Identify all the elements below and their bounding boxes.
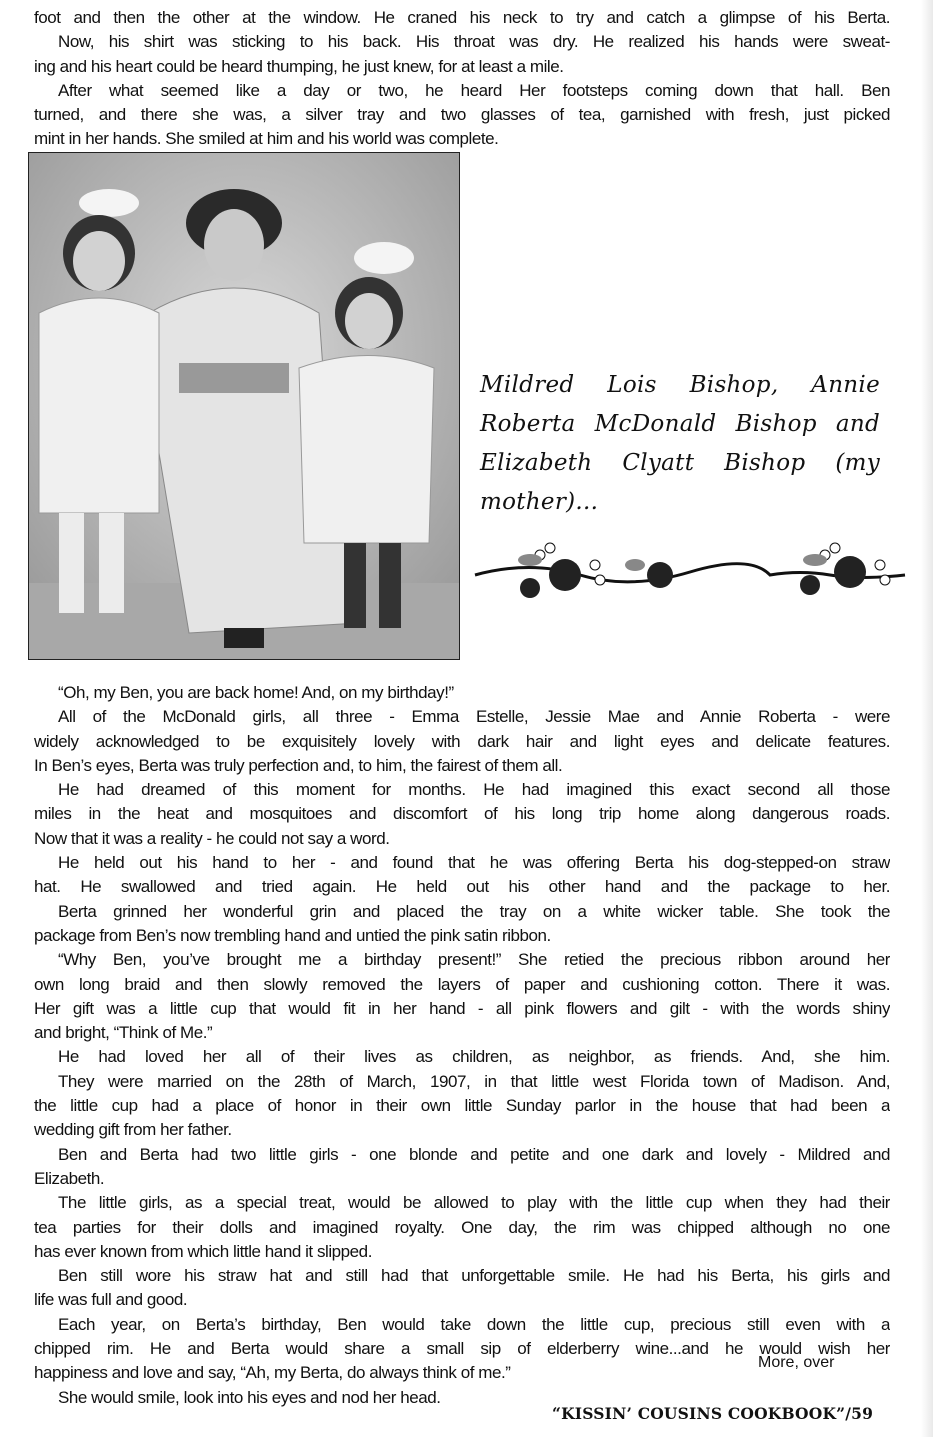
page-footer: “KISSIN’ COUSINS COOKBOOK”/59 (552, 1404, 874, 1423)
text-line: miles in the heat and mosquitoes and discomfort of his long trip home along dangerous roads. (34, 804, 890, 824)
text-line: tea parties for their dolls and imagined royalty. One day, the rim was chipped although no one (34, 1217, 890, 1237)
text-line: The little girls, as a special treat, would be allowed to play with the little cup when they had their (58, 1193, 890, 1213)
text-line: the little cup had a place of honor in their own little Sunday parlor in the house that had been a (34, 1096, 890, 1116)
text-line: has ever known from which little hand it slipped. (34, 1241, 372, 1261)
text-line: She would smile, look into his eyes and nod her head. (58, 1387, 441, 1407)
text-line: turned, and there she was, a silver tray and two glasses of tea, garnished with fresh, just picked (34, 105, 890, 125)
body-paragraphs (34, 681, 890, 1410)
caption-line: mother)... (480, 489, 599, 515)
text-line: Now that it was a reality - he could not say a word. (34, 828, 390, 848)
text-line: mint in her hands. She smiled at him and his world was complete. (34, 129, 499, 149)
text-line: Berta grinned her wonderful grin and placed the tray on a white wicker table. She took the (58, 901, 890, 921)
text-line: ing and his heart could be heard thumping, he just knew, for at least a mile. (34, 56, 564, 76)
text-line: Each year, on Berta’s birthday, Ben would take down the little cup, precious still even with a (58, 1314, 890, 1334)
text-line: Elizabeth. (34, 1168, 105, 1188)
page-edge (921, 0, 933, 1437)
caption-line: Elizabeth Clyatt Bishop (my (480, 450, 880, 476)
text-line: In Ben’s eyes, Berta was truly perfection and, to him, the fairest of them all. (34, 755, 563, 775)
text-line: After what seemed like a day or two, he heard Her footsteps coming down that hall. Ben (58, 80, 890, 100)
text-line: own long braid and then slowly removed the layers of paper and cushioning cotton. There it was. (34, 974, 890, 994)
caption-line: Mildred Lois Bishop, Annie (480, 372, 880, 398)
text-line: package from Ben’s now trembling hand and untied the pink satin ribbon. (34, 925, 551, 945)
text-line: and bright, “Think of Me.” (34, 1023, 213, 1043)
top-paragraphs (34, 6, 890, 152)
text-line: Ben and Berta had two little girls - one blonde and petite and one dark and lovely - Mildred and (58, 1144, 890, 1164)
text-line: “Oh, my Ben, you are back home! And, on my birthday!” (58, 683, 454, 702)
text-line: He had loved her all of their lives as children, as neighbor, as friends. And, she him. (58, 1047, 890, 1067)
text-line: He held out his hand to her - and found that he was offering Berta his dog-stepped-on straw (58, 853, 890, 873)
text-line: Now, his shirt was sticking to his back. His throat was dry. He realized his hands were sweat- (58, 32, 890, 52)
family-portrait-photo (28, 152, 460, 660)
text-line: chipped rim. He and Berta would share a small sip of elderberry wine...and he would wish her (34, 1339, 890, 1359)
text-line: Her gift was a little cup that would fit in her hand - all pink flowers and gilt - with the words shiny (34, 998, 890, 1018)
text-line: Ben still wore his straw hat and still had that unforgettable smile. He had his Berta, his girls and (58, 1266, 890, 1286)
text-line: All of the McDonald girls, all three - Emma Estelle, Jessie Mae and Annie Roberta - were (58, 707, 890, 727)
text-line: foot and then the other at the window. He craned his neck to try and catch a glimpse of his Berta. (34, 8, 890, 27)
text-line: widely acknowledged to be exquisitely lovely with dark hair and light eyes and delicate features. (34, 731, 890, 751)
text-line: hat. He swallowed and tried again. He held out his other hand and the package to her. (34, 877, 890, 897)
text-line: life was full and good. (34, 1290, 188, 1310)
text-line: wedding gift from her father. (34, 1120, 232, 1140)
text-line: “Why Ben, you’ve brought me a birthday present!” She retied the precious ribbon around her (58, 950, 890, 970)
text-line: He had dreamed of this moment for months. He had imagined this exact second all those (58, 780, 890, 800)
text-line: They were married on the 28th of March, 1907, in that little west Florida town of Madison. And, (58, 1071, 890, 1091)
floral-vine-ornament-icon (470, 530, 910, 610)
text-line: happiness and love and say, “Ah, my Berta, do always think of me.” (34, 1363, 511, 1383)
photo-caption (480, 366, 880, 522)
more-over-note: More, over (758, 1354, 835, 1371)
caption-line: Roberta McDonald Bishop and (480, 411, 880, 437)
